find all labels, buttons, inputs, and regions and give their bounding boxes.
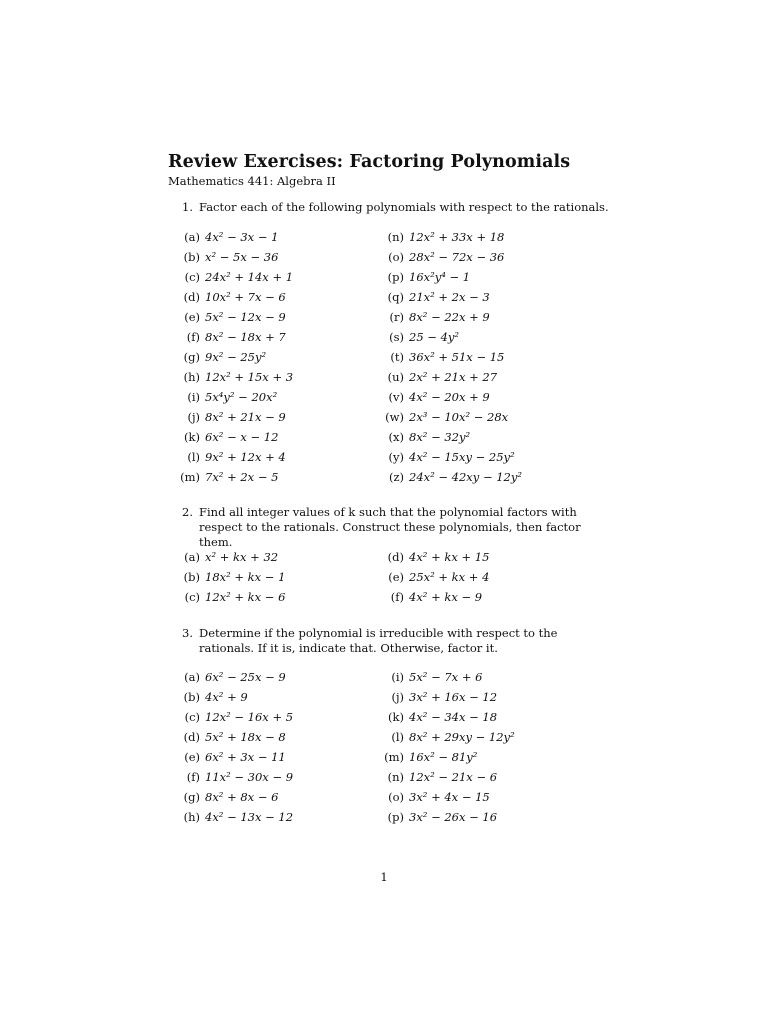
exercise-item	[374, 747, 477, 767]
exercise-item	[170, 787, 278, 807]
exercise-label: (y)	[388, 450, 404, 464]
exercise-item	[170, 547, 278, 567]
exercise-item	[374, 287, 490, 307]
exercise-expression: 25x² + kx + 4	[409, 570, 490, 584]
question-number: 1.	[182, 200, 193, 214]
exercise-expression: 9x² + 12x + 4	[205, 450, 286, 464]
exercise-label: (r)	[389, 310, 404, 324]
exercise-item	[170, 767, 293, 787]
exercise-label: (c)	[184, 270, 200, 284]
exercise-expression: 3x² − 26x − 16	[409, 810, 498, 824]
question-number: 3.	[182, 626, 193, 640]
exercise-label: (w)	[385, 410, 404, 424]
exercise-label: (k)	[184, 430, 200, 444]
exercise-expression: 12x² + 15x + 3	[205, 370, 294, 384]
exercise-expression: 8x² − 32y²	[409, 430, 471, 444]
exercise-label: (d)	[387, 550, 404, 564]
exercise-item	[170, 807, 293, 827]
exercise-expression: 5x² + 18x − 8	[205, 730, 286, 744]
exercise-label: (e)	[184, 750, 200, 764]
exercise-expression: 28x² − 72x − 36	[409, 250, 505, 264]
exercise-expression: 16x² − 81y²	[409, 750, 478, 764]
exercise-item	[170, 447, 286, 467]
exercise-label: (f)	[390, 590, 404, 604]
exercise-expression: 6x² + 3x − 11	[205, 750, 286, 764]
question-number: 2.	[182, 505, 193, 519]
exercise-label: (a)	[184, 230, 200, 244]
exercise-label: (k)	[388, 710, 404, 724]
exercise-expression: 11x² − 30x − 9	[205, 770, 294, 784]
exercise-expression: 4x² + kx − 9	[409, 590, 483, 604]
exercise-label: (u)	[387, 370, 404, 384]
exercise-label: (b)	[183, 570, 200, 584]
exercise-label: (a)	[184, 550, 200, 564]
exercise-item	[374, 727, 515, 747]
exercise-item	[170, 727, 286, 747]
exercise-expression: 4x² − 3x − 1	[205, 230, 279, 244]
exercise-label: (j)	[391, 690, 404, 704]
exercise-expression: 21x² + 2x − 3	[409, 290, 490, 304]
exercise-item	[374, 227, 504, 247]
exercise-label: (p)	[387, 810, 404, 824]
exercise-label: (s)	[389, 330, 404, 344]
exercise-item	[374, 807, 497, 827]
exercise-label: (v)	[388, 390, 404, 404]
exercise-expression: 2x² + 21x + 27	[409, 370, 498, 384]
exercise-item	[170, 247, 278, 267]
exercise-item	[170, 387, 277, 407]
exercise-item	[170, 407, 286, 427]
exercise-label: (t)	[390, 350, 404, 364]
exercise-expression: 6x² − 25x − 9	[205, 670, 286, 684]
exercise-item	[374, 347, 504, 367]
exercise-expression: 4x² + 9	[205, 690, 248, 704]
exercise-expression: x² − 5x − 36	[205, 250, 279, 264]
exercise-item	[170, 267, 293, 287]
exercise-item	[374, 587, 482, 607]
exercise-expression: 4x² + kx + 15	[409, 550, 490, 564]
exercise-expression: 3x² + 16x − 12	[409, 690, 498, 704]
exercise-expression: 12x² + 33x + 18	[409, 230, 505, 244]
exercise-expression: 8x² + 8x − 6	[205, 790, 279, 804]
exercise-label: (i)	[391, 670, 404, 684]
exercise-expression: 36x² + 51x − 15	[409, 350, 505, 364]
exercise-label: (o)	[388, 250, 404, 264]
exercise-item	[170, 707, 293, 727]
exercise-label: (h)	[183, 810, 200, 824]
exercise-expression: 4x² − 34x − 18	[409, 710, 498, 724]
exercise-label: (x)	[388, 430, 404, 444]
exercise-item	[170, 227, 278, 247]
exercise-item	[374, 447, 515, 467]
exercise-expression: 5x² − 12x − 9	[205, 310, 286, 324]
exercise-expression: 12x² − 16x + 5	[205, 710, 294, 724]
exercise-item	[374, 547, 489, 567]
page-title: Review Exercises: Factoring Polynomials	[168, 152, 571, 172]
exercise-expression: 6x² − x − 12	[205, 430, 279, 444]
exercise-item	[170, 427, 278, 447]
exercise-item	[374, 687, 497, 707]
exercise-expression: x² + kx + 32	[205, 550, 279, 564]
exercise-item	[374, 787, 490, 807]
exercise-label: (c)	[184, 590, 200, 604]
exercise-expression: 5x⁴y² − 20x²	[205, 390, 278, 404]
exercise-expression: 7x² + 2x − 5	[205, 470, 279, 484]
question-text: Determine if the polynomial is irreducible with respect to the rationals. If it is, indicate that. Otherwise, factor it.	[199, 626, 558, 655]
page-number: 1	[380, 870, 388, 884]
exercise-label: (g)	[183, 350, 200, 364]
exercise-label: (e)	[388, 570, 404, 584]
exercise-item	[170, 747, 286, 767]
exercise-label: (f)	[186, 330, 200, 344]
exercise-item	[170, 367, 293, 387]
exercise-label: (p)	[387, 270, 404, 284]
exercise-expression: 8x² − 18x + 7	[205, 330, 286, 344]
exercise-label: (b)	[183, 250, 200, 264]
exercise-item	[170, 687, 248, 707]
exercise-expression: 12x² − 21x − 6	[409, 770, 498, 784]
exercise-label: (i)	[187, 390, 200, 404]
exercise-label: (b)	[183, 690, 200, 704]
exercise-item	[170, 587, 285, 607]
exercise-label: (d)	[183, 730, 200, 744]
exercise-label: (l)	[187, 450, 200, 464]
exercise-expression: 4x² − 15xy − 25y²	[409, 450, 515, 464]
exercise-expression: 10x² + 7x − 6	[205, 290, 286, 304]
exercise-item	[170, 567, 285, 587]
exercise-expression: 24x² − 42xy − 12y²	[409, 470, 522, 484]
exercise-item	[374, 707, 497, 727]
exercise-expression: 9x² − 25y²	[205, 350, 267, 364]
exercise-expression: 8x² + 29xy − 12y²	[409, 730, 515, 744]
exercise-item	[170, 667, 286, 687]
exercise-item	[374, 467, 522, 487]
exercise-expression: 5x² − 7x + 6	[409, 670, 483, 684]
exercise-expression: 8x² − 22x + 9	[409, 310, 490, 324]
exercise-label: (o)	[388, 790, 404, 804]
exercise-item	[374, 407, 508, 427]
question-text: Find all integer values of k such that the polynomial factors with respect to the rationals. Construct these polynomials, then factor them.	[199, 505, 581, 549]
exercise-label: (m)	[180, 470, 200, 484]
exercise-expression: 16x²y⁴ − 1	[409, 270, 471, 284]
page-subtitle: Mathematics 441: Algebra II	[168, 174, 336, 188]
exercise-label: (q)	[387, 290, 404, 304]
exercise-item	[374, 367, 497, 387]
exercise-item	[374, 427, 470, 447]
exercise-label: (a)	[184, 670, 200, 684]
exercise-label: (m)	[384, 750, 404, 764]
exercise-label: (h)	[183, 370, 200, 384]
exercise-item	[170, 347, 266, 367]
exercise-expression: 12x² + kx − 6	[205, 590, 286, 604]
exercise-item	[374, 567, 489, 587]
exercise-label: (g)	[183, 790, 200, 804]
exercise-label: (n)	[387, 770, 404, 784]
exercise-expression: 25 − 4y²	[409, 330, 460, 344]
exercise-item	[170, 307, 286, 327]
exercise-expression: 3x² + 4x − 15	[409, 790, 490, 804]
exercise-expression: 4x² − 13x − 12	[205, 810, 294, 824]
exercise-expression: 2x³ − 10x² − 28x	[409, 410, 509, 424]
exercise-label: (f)	[186, 770, 200, 784]
exercise-item	[374, 387, 490, 407]
exercise-item	[374, 767, 497, 787]
exercise-item	[170, 287, 286, 307]
exercise-label: (d)	[183, 290, 200, 304]
exercise-label: (j)	[187, 410, 200, 424]
exercise-label: (c)	[184, 710, 200, 724]
exercise-item	[170, 467, 278, 487]
exercise-item	[374, 307, 490, 327]
exercise-item	[374, 667, 482, 687]
exercise-label: (e)	[184, 310, 200, 324]
exercise-expression: 24x² + 14x + 1	[205, 270, 294, 284]
exercise-item	[170, 327, 286, 347]
exercise-label: (n)	[387, 230, 404, 244]
exercise-label: (z)	[388, 470, 404, 484]
exercise-expression: 18x² + kx − 1	[205, 570, 286, 584]
question-text: Factor each of the following polynomials with respect to the rationals.	[199, 200, 609, 214]
exercise-item	[374, 247, 504, 267]
exercise-label: (l)	[391, 730, 404, 744]
exercise-expression: 4x² − 20x + 9	[409, 390, 490, 404]
exercise-expression: 8x² + 21x − 9	[205, 410, 286, 424]
exercise-item	[374, 327, 459, 347]
exercise-item	[374, 267, 470, 287]
